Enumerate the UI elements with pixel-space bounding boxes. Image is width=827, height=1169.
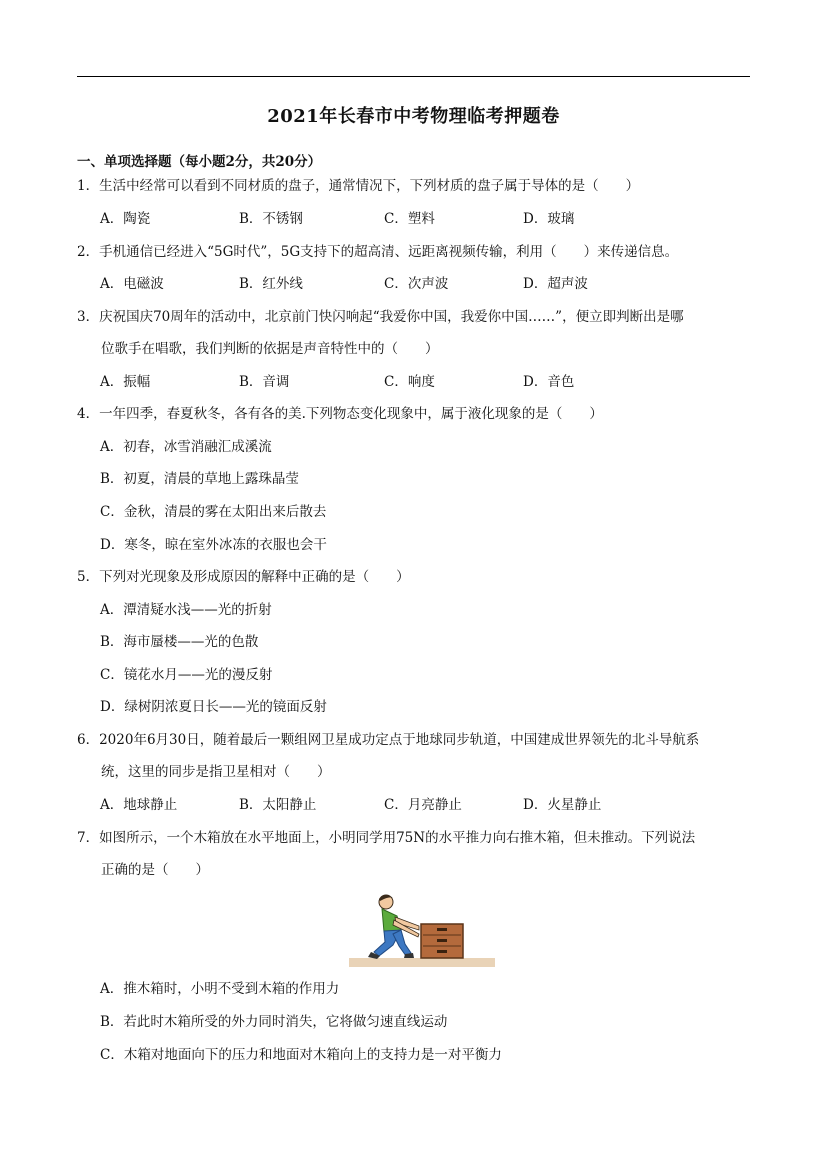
option-a: A．电磁波 — [100, 276, 164, 292]
option-a: A．推木箱时，小明不受到木箱的作用力 — [100, 981, 340, 997]
question-6-stem: 6．2020年6月30日，随着最后一颗组网卫星成功定点于地球同步轨道，中国建成世界领先的北斗导航系 — [77, 732, 700, 748]
option-b: B．初夏，清晨的草地上露珠晶莹 — [100, 471, 299, 487]
option-a: A．地球静止 — [100, 797, 178, 813]
option-d: D．绿树阴浓夏日长——光的镜面反射 — [100, 699, 327, 715]
option-a: A．振幅 — [100, 374, 151, 390]
question-2-stem: 2．手机通信已经进入“5G时代”，5G支持下的超高清、远距离视频传输，利用（ ）来传递信息。 — [77, 244, 679, 260]
option-d: D．火星静止 — [523, 797, 602, 813]
wooden-box — [421, 924, 463, 958]
option-a: A．潭清疑水浅——光的折射 — [100, 602, 272, 618]
boy-pushing-box-illustration — [349, 890, 495, 970]
header-rule — [77, 76, 750, 77]
option-d: D．寒冬，晾在室外冰冻的衣服也会干 — [100, 537, 327, 553]
option-c: C．次声波 — [384, 276, 449, 292]
option-b: B．若此时木箱所受的外力同时消失，它将做匀速直线运动 — [100, 1014, 448, 1030]
option-d: D．音色 — [523, 374, 575, 390]
section-heading: 一、单项选择题（每小题2分，共20分） — [77, 154, 322, 170]
question-1-stem: 1．生活中经常可以看到不同材质的盘子，通常情况下，下列材质的盘子属于导体的是（ ） — [77, 178, 640, 194]
page-title: 2021年长春市中考物理临考押题卷 — [267, 106, 560, 127]
option-c: C．塑料 — [384, 211, 435, 227]
option-b: B．不锈钢 — [239, 211, 303, 227]
option-c: C．镜花水月——光的漫反射 — [100, 667, 273, 683]
boy-figure — [368, 895, 419, 959]
question-6-stem-cont: 统，这里的同步是指卫星相对（ ） — [101, 764, 331, 780]
option-a: A．初春，冰雪消融汇成溪流 — [100, 439, 272, 455]
option-d: D．超声波 — [523, 276, 588, 292]
question-7-stem-cont: 正确的是（ ） — [101, 862, 209, 878]
question-4-stem: 4．一年四季，春夏秋冬，各有各的美.下列物态变化现象中，属于液化现象的是（ ） — [77, 406, 603, 422]
option-b: B．音调 — [239, 374, 290, 390]
option-b: B．太阳静止 — [239, 797, 317, 813]
option-b: B．海市蜃楼——光的色散 — [100, 634, 259, 650]
option-d: D．玻璃 — [523, 211, 575, 227]
option-c: C．响度 — [384, 374, 435, 390]
question-3-stem: 3．庆祝国庆70周年的活动中，北京前门快闪响起“我爱你中国，我爱你中国……”，便立即判断出是哪 — [77, 309, 684, 325]
question-5-stem: 5．下列对光现象及形成原因的解释中正确的是（ ） — [77, 569, 410, 585]
question-3-stem-cont: 位歌手在唱歌，我们判断的依据是声音特性中的（ ） — [101, 341, 439, 357]
option-b: B．红外线 — [239, 276, 303, 292]
question-7-stem: 7．如图所示，一个木箱放在水平地面上，小明同学用75N的水平推力向右推木箱，但未推动。下列说法 — [77, 830, 696, 846]
option-c: C．木箱对地面向下的压力和地面对木箱向上的支持力是一对平衡力 — [100, 1047, 502, 1063]
option-c: C．月亮静止 — [384, 797, 462, 813]
option-a: A．陶瓷 — [100, 211, 151, 227]
option-c: C．金秋，清晨的雾在太阳出来后散去 — [100, 504, 327, 520]
ground — [349, 958, 495, 967]
